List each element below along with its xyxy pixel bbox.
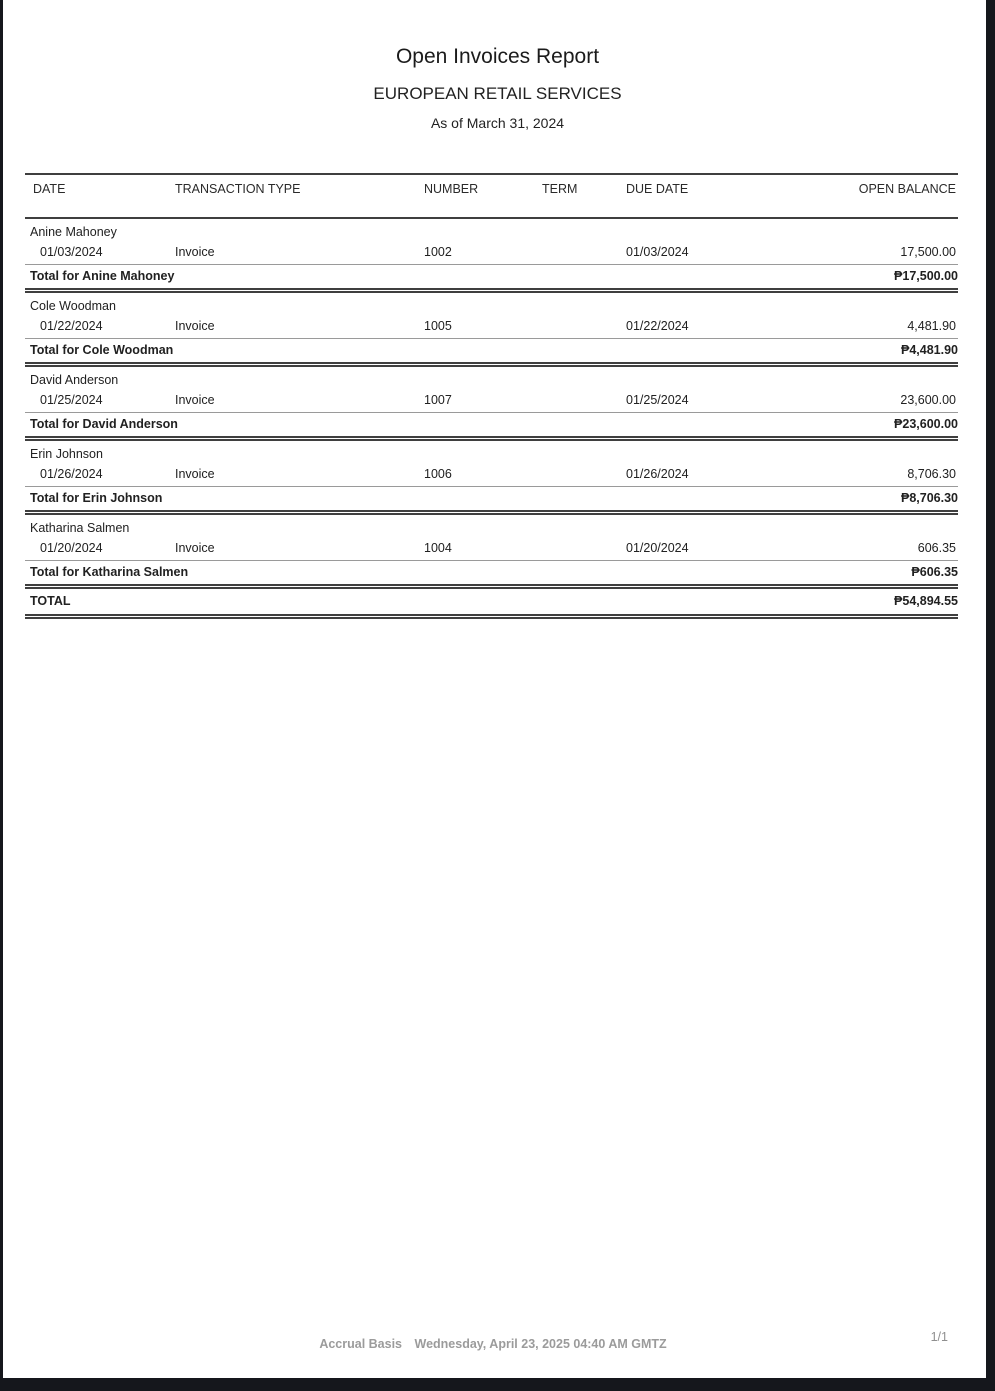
invoice-date: 01/26/2024: [40, 467, 103, 481]
invoice-number: 1007: [424, 393, 452, 407]
customer-name-row: [25, 439, 958, 464]
footer-basis-and-timestamp: [0, 1337, 986, 1351]
report-header: [0, 0, 995, 131]
report-title: Open Invoices Report: [395, 45, 600, 68]
customer-group: [25, 291, 958, 365]
open-balance: 23,600.00: [900, 393, 956, 407]
invoice-date: 01/22/2024: [40, 319, 103, 333]
customer-group: [25, 218, 958, 291]
column-header-due-date: DUE DATE: [626, 174, 776, 218]
customer-total-row: [25, 561, 958, 587]
open-balance: 8,706.30: [907, 467, 956, 481]
invoice-date: 01/25/2024: [40, 393, 103, 407]
viewport-right-edge: [986, 0, 995, 1391]
grand-total-section: [25, 587, 958, 617]
customer-name-row: [25, 513, 958, 538]
column-header-term: TERM: [542, 174, 626, 218]
customer-name-row: [25, 291, 958, 316]
invoice-number: 1005: [424, 319, 452, 333]
customer-total-label: Total for Erin Johnson: [25, 487, 776, 513]
customer-name: Cole Woodman: [30, 299, 116, 313]
customer-total-row: [25, 265, 958, 291]
grand-total-value: ₱54,894.55: [776, 587, 958, 617]
invoice-row: [25, 315, 958, 339]
customer-total-row: [25, 487, 958, 513]
report-timestamp: Wednesday, April 23, 2025 04:40 AM GMTZ: [414, 1337, 667, 1351]
invoice-row: [25, 241, 958, 265]
invoice-number: 1006: [424, 467, 452, 481]
customer-group: [25, 513, 958, 587]
due-date: 01/20/2024: [626, 541, 689, 555]
transaction-type: Invoice: [175, 245, 215, 259]
table-header-row: [25, 174, 958, 218]
customer-total-label: Total for Katharina Salmen: [25, 561, 776, 587]
due-date: 01/03/2024: [626, 245, 689, 259]
invoice-row: [25, 537, 958, 561]
page-indicator: 1/1: [930, 1330, 948, 1344]
customer-name: Anine Mahoney: [30, 225, 117, 239]
term: [542, 537, 626, 561]
customer-group: [25, 439, 958, 513]
grand-total-label: TOTAL: [25, 587, 776, 617]
customer-total-row: [25, 339, 958, 365]
transaction-type: Invoice: [175, 541, 215, 555]
customer-total-label: Total for Cole Woodman: [25, 339, 776, 365]
due-date: 01/25/2024: [626, 393, 689, 407]
invoice-number: 1002: [424, 245, 452, 259]
customer-total-row: [25, 413, 958, 439]
term: [542, 241, 626, 265]
customer-name-row: [25, 365, 958, 390]
column-header-open-balance: OPEN BALANCE: [776, 174, 958, 218]
report-as-of-date: As of March 31, 2024: [430, 115, 565, 131]
customer-total-label: Total for David Anderson: [25, 413, 776, 439]
page-left-border: [0, 0, 3, 1391]
transaction-type: Invoice: [175, 467, 215, 481]
customer-total-value: ₱17,500.00: [776, 265, 958, 291]
open-balance: 17,500.00: [900, 245, 956, 259]
grand-total-row: [25, 587, 958, 617]
transaction-type: Invoice: [175, 393, 215, 407]
open-balance: 4,481.90: [907, 319, 956, 333]
invoice-row: [25, 463, 958, 487]
viewport-bottom-edge: [0, 1378, 995, 1391]
column-header-transaction-type: TRANSACTION TYPE: [175, 174, 424, 218]
open-invoices-table: [25, 173, 958, 619]
transaction-type: Invoice: [175, 319, 215, 333]
customer-name: Erin Johnson: [30, 447, 103, 461]
column-header-date: DATE: [25, 174, 175, 218]
term: [542, 315, 626, 339]
invoice-number: 1004: [424, 541, 452, 555]
customer-total-value: ₱23,600.00: [776, 413, 958, 439]
customer-total-value: ₱8,706.30: [776, 487, 958, 513]
company-name: EUROPEAN RETAIL SERVICES: [373, 84, 622, 103]
customer-total-value: ₱4,481.90: [776, 339, 958, 365]
accounting-basis: Accrual Basis: [319, 1337, 403, 1351]
term: [542, 463, 626, 487]
open-balance: 606.35: [917, 541, 956, 555]
invoice-date: 01/20/2024: [40, 541, 103, 555]
invoice-date: 01/03/2024: [40, 245, 103, 259]
customer-total-value: ₱606.35: [776, 561, 958, 587]
invoice-row: [25, 389, 958, 413]
due-date: 01/22/2024: [626, 319, 689, 333]
term: [542, 389, 626, 413]
customer-name: Katharina Salmen: [30, 521, 130, 535]
customer-name-row: [25, 218, 958, 241]
due-date: 01/26/2024: [626, 467, 689, 481]
customer-name: David Anderson: [30, 373, 119, 387]
customer-group: [25, 365, 958, 439]
column-header-number: NUMBER: [424, 174, 542, 218]
customer-total-label: Total for Anine Mahoney: [25, 265, 776, 291]
